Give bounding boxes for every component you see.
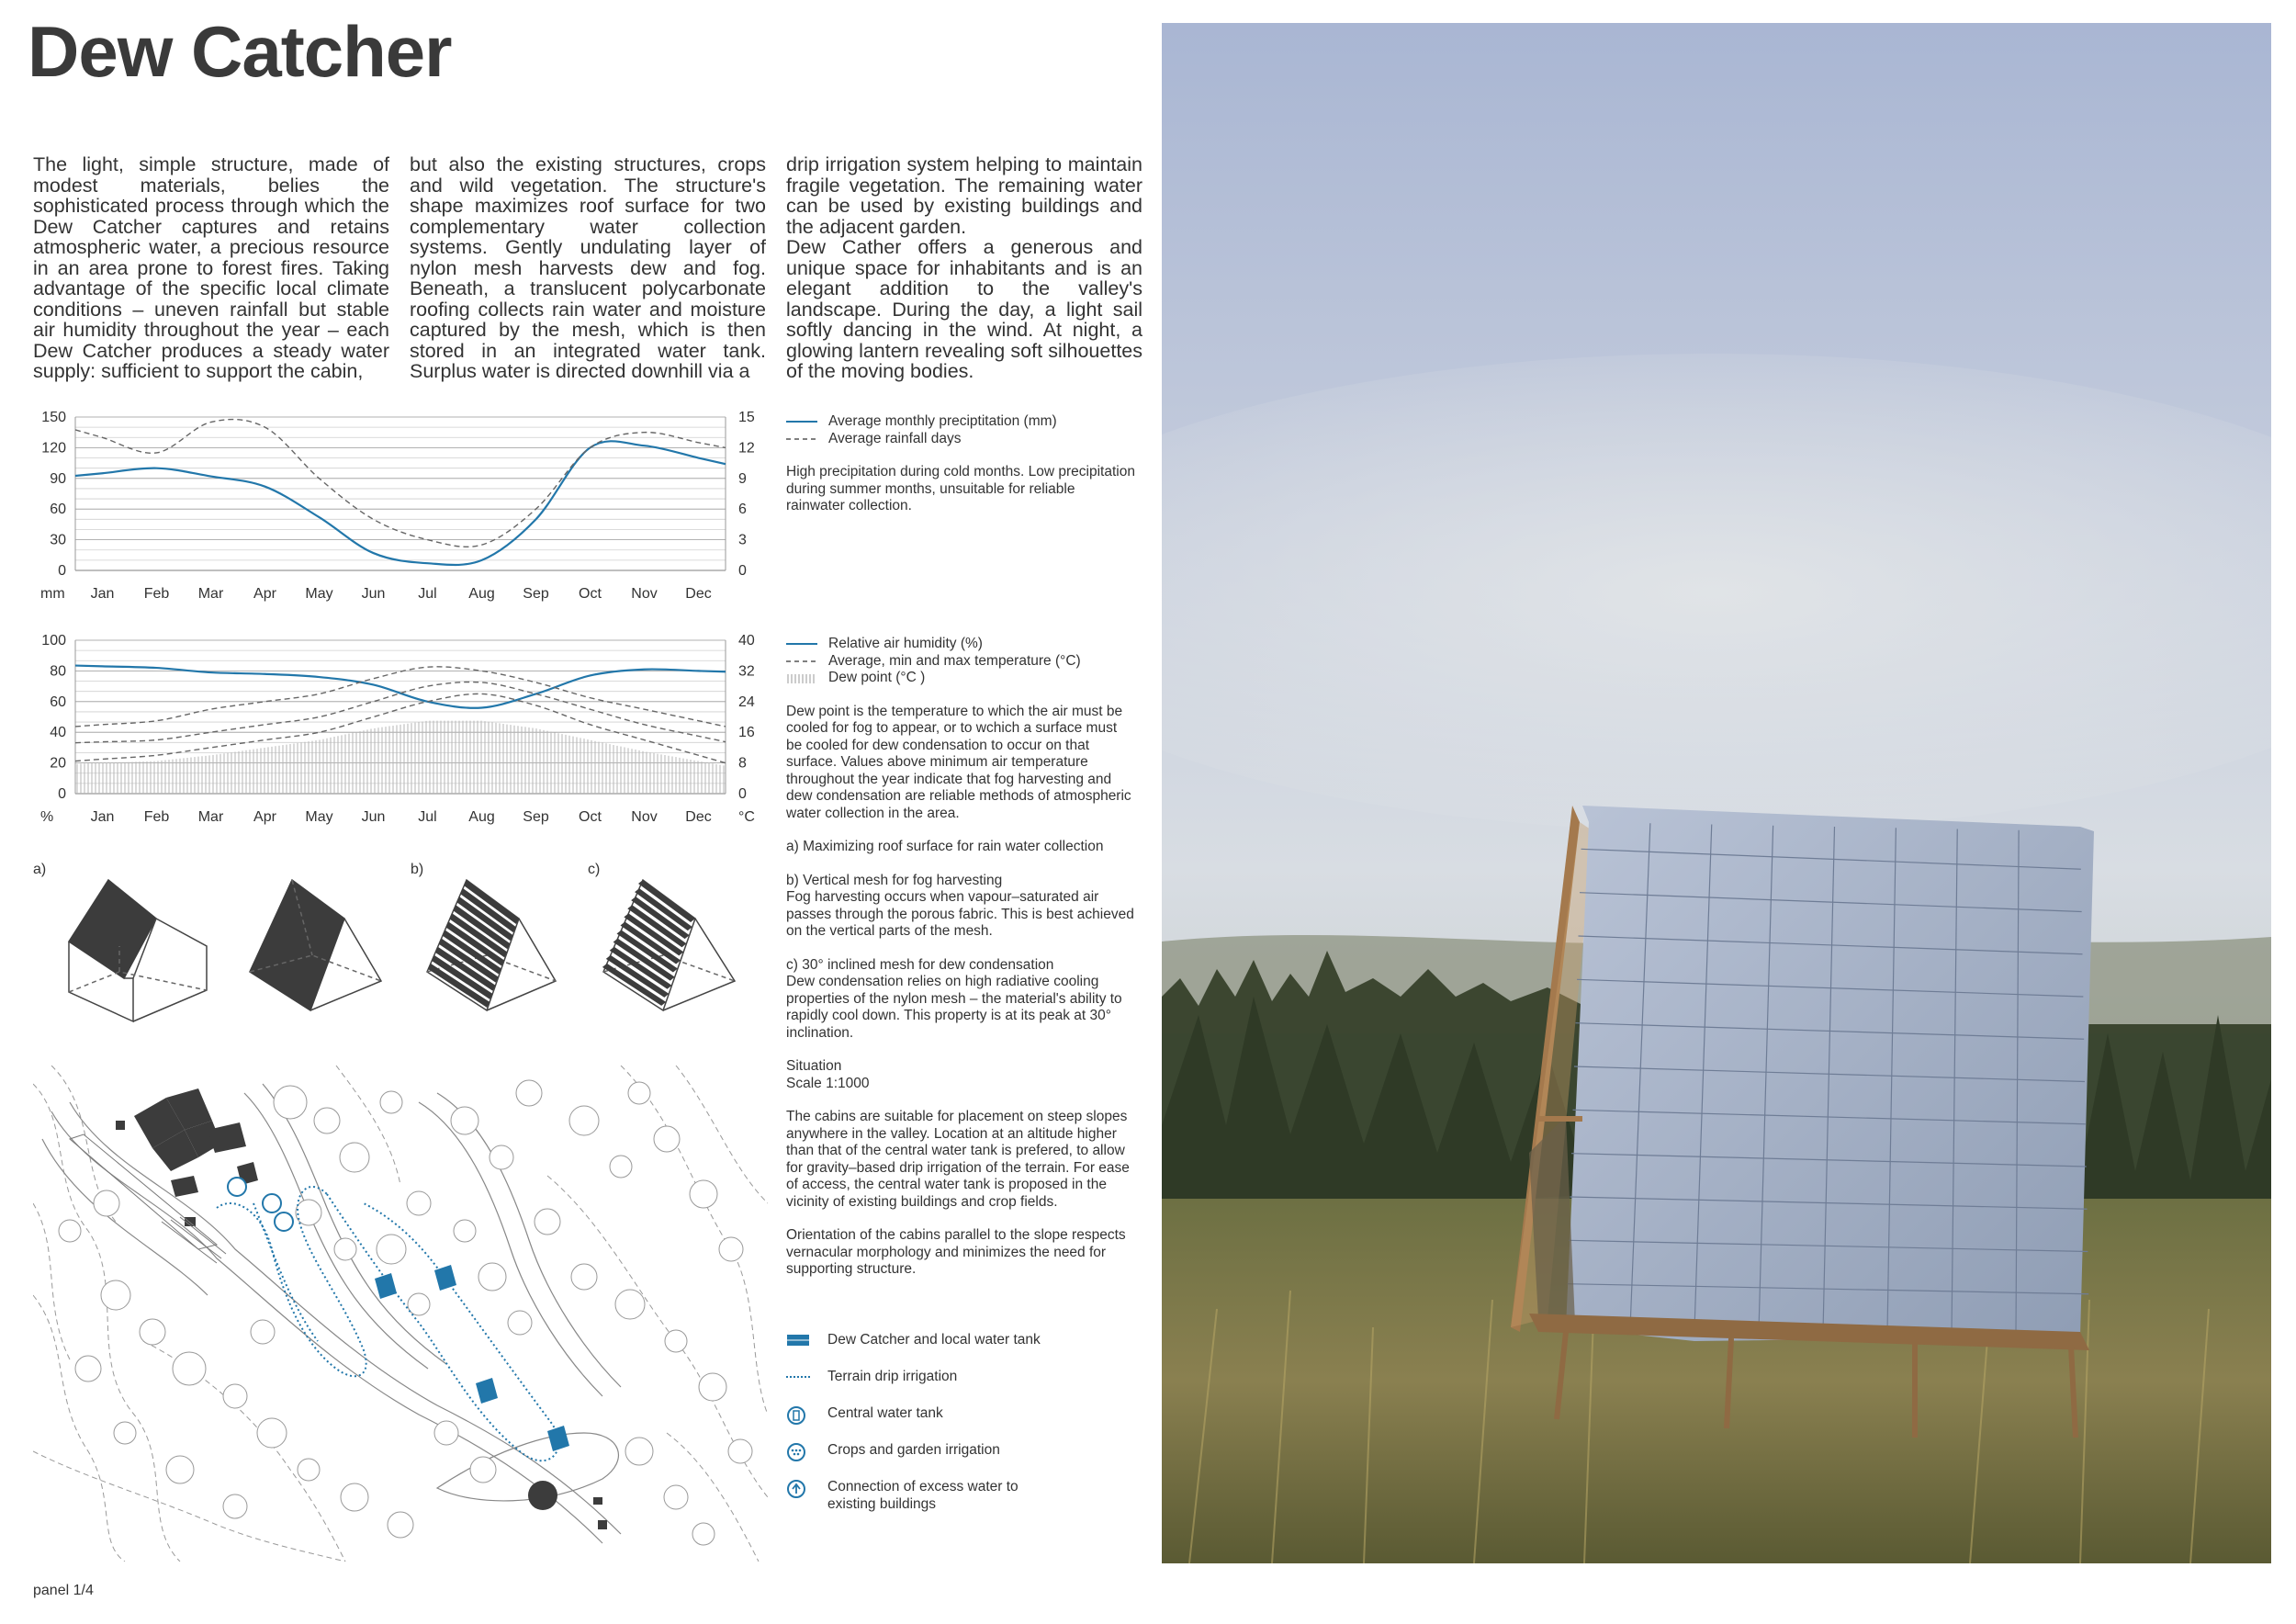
diagram-label-b: b) [411, 862, 424, 877]
dotted-line-icon [786, 1369, 812, 1389]
intro-text-3b: Dew Cather offers a generous and unique space for inhabitants and is an elegant addition to the valley's landscape. During the day, a light sail softly dancing in the wind. At night, a glowing lantern revealing soft silhouettes of the moving bodies. [786, 236, 1142, 382]
tree-symbol [690, 1180, 717, 1208]
site-legend-label: Central water tank [827, 1405, 943, 1421]
month-tick-label: Mar [197, 586, 224, 602]
left-tick-label: 60 [50, 694, 66, 710]
tree-symbol [508, 1311, 532, 1335]
tree-symbol [478, 1263, 506, 1291]
tree-symbol [664, 1485, 688, 1509]
tree-symbol [388, 1512, 413, 1538]
month-tick-label: May [305, 586, 333, 602]
month-tick-label: May [305, 809, 333, 825]
tree-symbol [408, 1293, 430, 1315]
month-tick-label: Oct [579, 809, 602, 825]
intro-column-3 [786, 154, 1142, 382]
left-tick-label: 20 [50, 755, 66, 772]
month-tick-label: Jun [361, 809, 386, 825]
intro-column-2 [410, 154, 766, 382]
tree-symbol [610, 1156, 632, 1178]
right-tick-label: 24 [738, 694, 755, 710]
right-tick-label: 12 [738, 440, 755, 457]
panel-label: panel 1/4 [33, 1583, 94, 1598]
note-b-text: Fog harvesting occurs when vapour–saturated air passes through the porous fabric. This is best achieved on the vertical parts of the mesh. [786, 889, 1134, 939]
tree-symbol [451, 1107, 478, 1134]
month-tick-label: Sep [523, 809, 549, 825]
tree-symbol [59, 1220, 81, 1242]
left-tick-label: 40 [50, 725, 66, 741]
hatch-icon [786, 673, 819, 682]
month-tick-label: Feb [143, 586, 170, 602]
series-line [75, 441, 726, 565]
situation-title: Situation [786, 1058, 842, 1074]
note-a: a) Maximizing roof surface for rain water collection [786, 839, 1104, 854]
precipitation-chart [18, 404, 771, 611]
note-c-title: c) 30° inclined mesh for dew condensation [786, 956, 1054, 973]
tree-symbol [75, 1356, 101, 1382]
tree-symbol [173, 1352, 206, 1385]
series-line [75, 420, 726, 547]
right-tick-label: 9 [738, 470, 747, 487]
legend-dew-point [786, 670, 1135, 687]
roof-shape-diagrams [55, 863, 753, 1038]
gridlines [75, 417, 726, 570]
month-tick-label: Feb [143, 809, 170, 825]
month-tick-label: Aug [468, 586, 495, 602]
tree-symbol [101, 1280, 130, 1310]
site-legend-label: Crops and garden irrigation [827, 1442, 1000, 1458]
contour-line [676, 1066, 768, 1203]
intro-text-2: but also the existing structures, crops and wild vegetation. The structure's shape maximizes roof surface for two complementary water collection systems. Gently undulating layer of nylon mesh harvests dew and fog. Beneath, a translucent polycarbonate roofing collects rain water and moisture captured by the mesh, which is then stored in an integrated water tank. Surplus water is directed downhill via a [410, 153, 766, 382]
situation-text-1: The cabins are suitable for placement on steep slopes anywhere in the valley. Location at an altitude higher than that of the central water tank is prefered, to allow for gravity–based drip irrigation of the terrain. For ease of access, the central water tank is proposed in the vicinity of existing buildings and crop fields. [786, 1109, 1130, 1210]
tree-symbol [380, 1091, 402, 1113]
legend-label: Average monthly preciptitation (mm) [828, 413, 1057, 429]
site-legend [786, 1332, 1117, 1529]
site-legend-label: Terrain drip irrigation [827, 1369, 958, 1384]
month-tick-label: Apr [253, 809, 276, 825]
tree-symbol [625, 1438, 653, 1465]
tree-symbol [223, 1494, 247, 1518]
precipitation-note: High precipitation during cold months. Low precipitation during summer months, unsuitable for reliable rainwater collection. [786, 464, 1135, 513]
water-tank-block-icon [786, 1332, 812, 1352]
left-tick-label: 30 [50, 532, 66, 548]
site-legend-label: Dew Catcher and local water tank [827, 1332, 1041, 1348]
month-tick-label: Sep [523, 586, 549, 602]
tree-symbol [490, 1145, 513, 1169]
page-title: Dew Catcher [28, 11, 452, 92]
tree-symbol [340, 1143, 369, 1172]
diagram-label-a: a) [33, 862, 47, 877]
legend-precipitation [786, 413, 1135, 431]
tree-symbol [692, 1523, 715, 1545]
inclined-mesh-stripes [602, 880, 695, 1006]
tree-symbol [454, 1220, 476, 1242]
tree-symbol [296, 1200, 321, 1225]
tree-symbol [298, 1459, 320, 1481]
tree-symbol [114, 1422, 136, 1444]
tree-symbol [470, 1457, 496, 1483]
cabin-photo-illustration [1162, 23, 2271, 1563]
contour-line [33, 1295, 125, 1562]
right-tick-label: 8 [738, 755, 747, 772]
tree-symbol [719, 1237, 743, 1261]
right-tick-label: 0 [738, 563, 747, 579]
tree-symbol [377, 1235, 406, 1264]
left-tick-label: 120 [41, 440, 66, 457]
legend-rainfall-days [786, 431, 1135, 448]
series-line [75, 667, 726, 727]
tree-symbol [257, 1418, 287, 1448]
month-tick-label: Nov [631, 809, 658, 825]
right-unit-label: °C [738, 809, 755, 825]
tree-symbol [654, 1126, 680, 1152]
right-tick-label: 40 [738, 633, 755, 648]
dew-point-note: Dew point is the temperature to which the air must be cooled for fog to appear, or to wchich a surface must be cooled for dew condensation to occur on that surface. Values above minimum air temperature throughout the year indicate that fog harvesting and dew condensation are reliable methods of atmospheric water collection in the area. [786, 703, 1131, 821]
tree-symbol [615, 1290, 645, 1319]
legend-label: Dew point (°C ) [828, 670, 926, 685]
situation-scale: Scale 1:1000 [786, 1075, 870, 1091]
left-tick-label: 60 [50, 502, 66, 518]
dashed-line-icon [786, 434, 819, 444]
tree-symbol [314, 1108, 340, 1133]
cabin-photo [1162, 23, 2271, 1563]
tree-symbol [274, 1086, 307, 1119]
dew-point-hatch [77, 721, 724, 794]
tree-symbol [516, 1080, 542, 1106]
note-b-title: b) Vertical mesh for fog harvesting [786, 872, 1003, 888]
legend-label: Average, min and max temperature (°C) [828, 652, 1081, 669]
tree-symbol [569, 1106, 599, 1135]
left-tick-label: 0 [58, 786, 66, 802]
connection-icon [786, 1479, 812, 1499]
legend-label: Relative air humidity (%) [828, 636, 983, 651]
left-tick-label: 80 [50, 663, 66, 680]
gable-house-diagram [69, 880, 207, 1021]
tree-symbol [699, 1373, 726, 1401]
right-tick-label: 32 [738, 663, 755, 680]
central-tank-disc [528, 1481, 557, 1510]
site-legend-item [786, 1442, 1117, 1462]
month-tick-label: Dec [685, 586, 712, 602]
right-tick-label: 3 [738, 532, 747, 548]
tree-symbol [251, 1320, 275, 1344]
site-legend-item [786, 1369, 1117, 1389]
tree-symbol [166, 1456, 194, 1483]
left-tick-label: 100 [41, 633, 66, 648]
diagram-label-c: c) [588, 862, 601, 877]
note-c-text: Dew condensation relies on high radiative cooling properties of the nylon mesh – the material's ability to rapidly cool down. This property is at its peak at 30° inclination. [786, 974, 1122, 1041]
month-tick-label: Jun [361, 586, 386, 602]
month-tick-label: Apr [253, 586, 276, 602]
central-tank-icon [786, 1405, 812, 1426]
tree-symbol [535, 1209, 560, 1235]
tree-symbol [94, 1190, 119, 1216]
left-tick-label: 0 [58, 563, 66, 579]
legend-temperature [786, 653, 1135, 671]
right-tick-label: 6 [738, 502, 747, 518]
legend-humidity [786, 636, 1135, 653]
intro-text-3a: drip irrigation system helping to maintain fragile vegetation. The remaining water can be used by existing buildings and the adjacent garden. [786, 153, 1142, 238]
roads [42, 1084, 621, 1543]
month-tick-label: Jan [90, 809, 115, 825]
tree-symbol [407, 1191, 431, 1215]
solid-line-icon [786, 639, 819, 648]
right-tick-label: 0 [738, 786, 747, 802]
solid-line-icon [786, 417, 819, 426]
left-unit-label: % [40, 809, 54, 825]
tree-symbol [571, 1264, 597, 1290]
left-unit-label: mm [40, 586, 65, 602]
tree-symbol [223, 1384, 247, 1408]
month-tick-label: Aug [468, 809, 495, 825]
legend-label: Average rainfall days [828, 430, 962, 446]
contour-line [621, 1066, 768, 1415]
month-tick-label: Oct [579, 586, 602, 602]
month-tick-label: Jul [418, 586, 437, 602]
tree-symbol [628, 1082, 650, 1104]
dashed-line-icon [786, 657, 819, 666]
tree-symbol [434, 1421, 458, 1445]
month-tick-label: Dec [685, 809, 712, 825]
site-legend-item [786, 1405, 1117, 1426]
vertical-mesh-stripes [428, 880, 519, 1008]
left-tick-label: 150 [41, 410, 66, 425]
tree-symbol [140, 1319, 165, 1345]
site-legend-item [786, 1479, 1117, 1513]
right-tick-label: 15 [738, 410, 755, 425]
precipitation-legend [786, 413, 1135, 515]
a-frame-solid-diagram [250, 880, 381, 1010]
tree-symbol [728, 1439, 752, 1463]
site-plan [33, 1066, 768, 1562]
left-tick-label: 90 [50, 470, 66, 487]
humidity-legend [786, 636, 1135, 1279]
site-legend-item [786, 1332, 1117, 1352]
tree-symbol [665, 1330, 687, 1352]
tree-symbol [341, 1483, 368, 1511]
month-tick-label: Mar [197, 809, 224, 825]
sprinkler-icon [786, 1442, 812, 1462]
intro-column-1 [33, 154, 389, 382]
humidity-temperature-chart [18, 627, 771, 834]
month-tick-label: Jul [418, 809, 437, 825]
month-tick-label: Nov [631, 586, 658, 602]
site-legend-label: Connection of excess water to existing buildings [827, 1479, 1019, 1512]
situation-text-2: Orientation of the cabins parallel to the slope respects vernacular morphology and minimizes the need for supporting structure. [786, 1227, 1126, 1277]
month-tick-label: Jan [90, 586, 115, 602]
tree-symbol [334, 1238, 356, 1260]
right-tick-label: 16 [738, 725, 755, 741]
intro-text-1: The light, simple structure, made of modest materials, belies the sophisticated process through which the Dew Catcher captures and retains atmospheric water, a precious resource in an area prone to forest fires. Taking advantage of the specific local climate conditions – uneven rainfall but stable air humidity throughout the year – each Dew Catcher produces a steady water supply: sufficient to support the cabin, [33, 153, 389, 382]
